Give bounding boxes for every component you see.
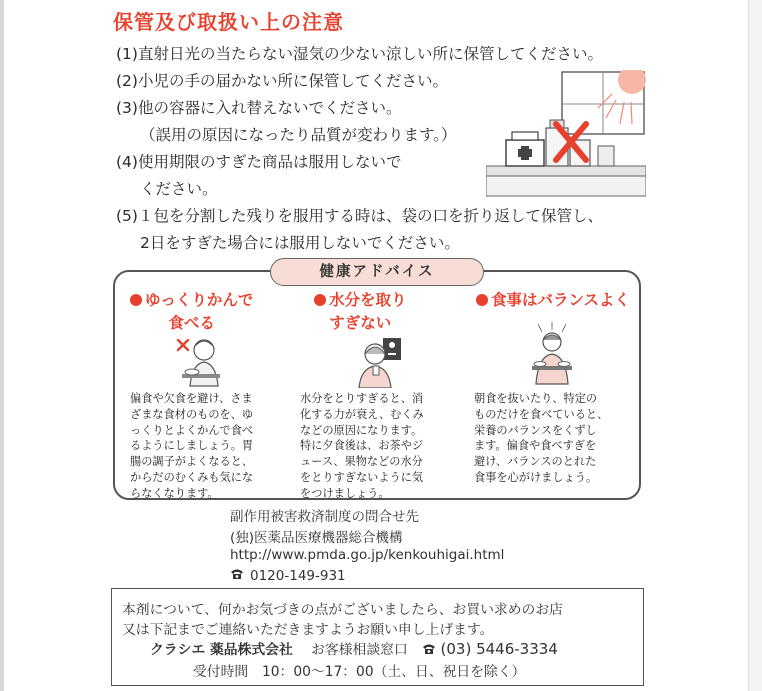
contact-desk: お客様相談窓口 (311, 642, 408, 658)
contact-hours: 受付時間 10：00〜17：00（土、日、祝日を除く） (193, 664, 526, 680)
pmda-phone (230, 568, 346, 584)
contact-phone: (03) 5446-3334 (440, 640, 558, 658)
red-x-icon (178, 340, 188, 350)
contact-line2: 又は下記までご連絡いただきますようお願い申し上げます。 (122, 622, 494, 638)
chewing-person-figure (176, 336, 226, 388)
bullet-dot-icon (476, 294, 488, 306)
contact-company-row (150, 638, 558, 658)
pmda-url[interactable]: http://www.pmda.go.jp/kenkouhigai.html (230, 547, 505, 563)
advice-1-title-line2: 食べる (168, 314, 215, 332)
bullet-dot-icon (314, 294, 326, 306)
company-name: クラシエ 薬品株式会社 (150, 642, 293, 658)
advice-1-title (130, 289, 253, 335)
precaution-3-note: （誤用の原因になったり品質が変わります。） (140, 126, 457, 144)
precaution-5: (5)１包を分割した残りを服用する時は、袋の口を折り返して保管し、 (116, 207, 603, 225)
health-advice-title: 健康アドバイス (270, 258, 484, 286)
balanced-meal-figure (526, 322, 578, 388)
section-heading: 保管及び取扱い上の注意 (113, 10, 344, 34)
advice-2-body: 水分をとりすぎると、消 化する力が衰え、むくみ などの原因になります。 特に夕食後は、お茶やジ ュース、果物などの水分 をとりすぎないように気 をつけましょう。 (300, 392, 424, 500)
pmda-heading: 副作用被害救済制度の問合せ先 (230, 509, 419, 525)
drinking-person-figure (355, 336, 405, 388)
advice-2-title-line1: 水分を取り (329, 291, 407, 309)
phone-icon (230, 568, 244, 580)
precaution-2: (2)小児の手の届かない所に保管してください。 (116, 72, 448, 90)
bullet-dot-icon (130, 294, 142, 306)
precaution-4-cont: ください。 (140, 180, 218, 198)
advice-2-title (314, 289, 407, 335)
pmda-organization: (独)医薬品医療機器総合機構 (230, 530, 403, 546)
advice-1-body: 偏食や欠食を避け、さま ざまな食材のものを、ゆ っくりとよくかんで食べ るようにしましょう。胃 腸の調子がよくなると、 からだのむくみも気にな らなくなります。 (130, 392, 254, 500)
precaution-5-cont: 2日をすぎた場合には服用しないでください。 (140, 234, 460, 252)
precaution-4: (4)使用期限のすぎた商品は服用しないで (116, 153, 402, 171)
page-left-border (0, 0, 4, 691)
page-right-border (748, 0, 762, 691)
medicine-storage-illustration (486, 70, 646, 198)
pmda-phone-number: 0120-149-931 (250, 568, 346, 584)
contact-line1: 本剤について、何かお気づきの点がございましたら、お買い求めのお店 (122, 602, 563, 618)
advice-2-title-line2: すぎない (329, 314, 392, 332)
advice-3-title (476, 289, 630, 312)
precaution-3: (3)他の容器に入れ替えないでください。 (116, 99, 402, 117)
phone-icon (422, 643, 436, 655)
precaution-1: (1)直射日光の当たらない湿気の少ない涼しい所に保管してください。 (116, 45, 603, 63)
advice-1-title-line1: ゆっくりかんで (145, 291, 254, 309)
advice-3-body: 朝食を抜いたり、特定の ものだけを食べていると、 栄養のバランスをくずし ます。偏食や食べすぎを 避け、バランスのとれた 食事を心がけましょう。 (474, 392, 609, 484)
advice-3-title-line1: 食事はバランスよく (491, 291, 631, 309)
